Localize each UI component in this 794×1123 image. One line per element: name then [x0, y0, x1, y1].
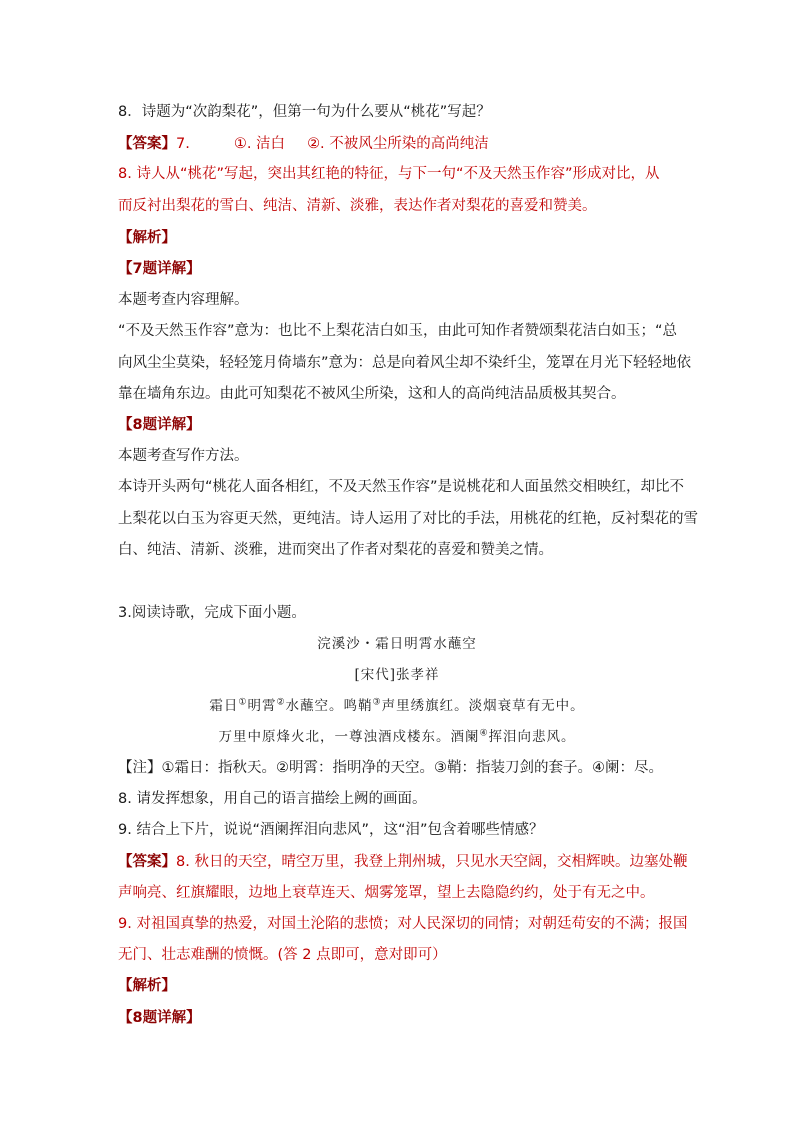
detail-7-line-1: 本题考查内容理解。 — [118, 292, 249, 308]
question-9: 9. 结合上下片，说说“酒阑挥泪向悲风”，这“泪”包含着哪些情感？ — [118, 822, 544, 838]
poem-title: 浣溪沙・霜日明霄水蘸空 — [317, 636, 477, 652]
answer-2-line-1 — [118, 852, 687, 872]
note-marker: ① — [238, 697, 248, 708]
answer-tag: 【答案】 — [118, 136, 176, 152]
detail-8-line-1: 本题考查写作方法。 — [118, 448, 249, 464]
detail-7-tag: 【7题详解】 — [118, 261, 201, 277]
poem-line-2 — [0, 727, 794, 747]
analysis-tag-2: 【解析】 — [118, 978, 176, 994]
poem-text: 水蘸空。鸣鞘 — [285, 698, 373, 714]
answer-2-line-2: 声响亮、红旗耀眼，边地上衰草连天、烟雾笼罩，望上去隐隐约约，处于有无之中。 — [118, 885, 655, 901]
question-8: 8. 请发挥想象，用自己的语言描绘上阙的画面。 — [118, 791, 427, 807]
detail-7-line-4: 靠在墙角东边。由此可知梨花不被风尘所染，这和人的高尚纯洁品质极其契合。 — [118, 386, 626, 402]
poem-line-1 — [0, 696, 794, 716]
question-8-header: 8．诗题为“次韵梨花”，但第一句为什么要从“桃花”写起？ — [118, 104, 491, 120]
detail-8-line-3: 上梨花以白玉为容更天然，更纯洁。诗人运用了对比的手法，用桃花的红艳，反衬梨花的雪 — [118, 511, 698, 527]
answer-2-line-4: 无门、壮志难酬的愤慨。(答 2 点即可，意对即可） — [118, 947, 447, 963]
detail-7-line-3: 向风尘尘莫染，轻轻笼月倚墙东”意为：总是向着风尘却不染纤尘，笼罩在月光下轻轻地依 — [118, 355, 692, 371]
answer-2-line-3: 9. 对祖国真挚的热爱，对国土沦陷的悲愤；对人民深切的同情；对朝廷苟安的不满；报国 — [118, 916, 688, 932]
question-3-intro: 3.阅读诗歌，完成下面小题。 — [118, 605, 306, 621]
poem-text: 声里绣旗红。淡烟衰草有无中。 — [381, 698, 585, 714]
detail-8-line-4: 白、纯洁、清新、淡雅，进而突出了作者对梨花的喜爱和赞美之情。 — [118, 542, 553, 558]
detail-8-tag-2: 【8题详解】 — [118, 1010, 201, 1026]
answer-tag: 【答案】 — [118, 854, 176, 870]
detail-7-line-2: “不及天然玉作容”意为：也比不上梨花洁白如玉，由此可知作者赞颂梨花洁白如玉；“总 — [118, 323, 678, 339]
answer-item-1: ①. 洁白 — [233, 136, 286, 152]
poem-text: 霜日 — [209, 698, 239, 714]
answer-text: 8. 秋日的天空，晴空万里，我登上荆州城，只见水天空阔，交相辉映。边塞处鞭 — [176, 854, 688, 870]
poem-notes: 【注】①霜日：指秋天。②明霄：指明净的天空。③鞘：指装刀剑的套子。④阑：尽。 — [118, 760, 663, 776]
note-marker: ④ — [479, 728, 489, 739]
poem-text: 挥泪向悲风。 — [488, 729, 576, 745]
answer-8-line-2: 而反衬出梨花的雪白、纯洁、清新、淡雅，表达作者对梨花的喜爱和赞美。 — [118, 198, 597, 214]
poem-text: 万里中原烽火北，一尊浊酒戍楼东。酒阑 — [218, 729, 480, 745]
answer-item-2: ②. 不被风尘所染的高尚纯洁 — [307, 136, 489, 152]
poem-text: 明霄 — [247, 698, 277, 714]
detail-8-tag: 【8题详解】 — [118, 417, 201, 433]
note-marker: ③ — [372, 697, 382, 708]
analysis-tag: 【解析】 — [118, 230, 176, 246]
answer-8-line-1: 8. 诗人从“桃花”写起，突出其红艳的特征，与下一句“不及天然玉作容”形成对比，从 — [118, 166, 660, 182]
detail-8-line-2: 本诗开头两句“桃花人面各相红，不及天然玉作容”是说桃花和人面虽然交相映红，却比不 — [118, 479, 685, 495]
note-marker: ② — [276, 697, 286, 708]
answer-line — [118, 134, 489, 154]
answer-7-label: 7. — [176, 136, 190, 152]
poem-author: [宋代]张孝祥 — [354, 667, 440, 683]
